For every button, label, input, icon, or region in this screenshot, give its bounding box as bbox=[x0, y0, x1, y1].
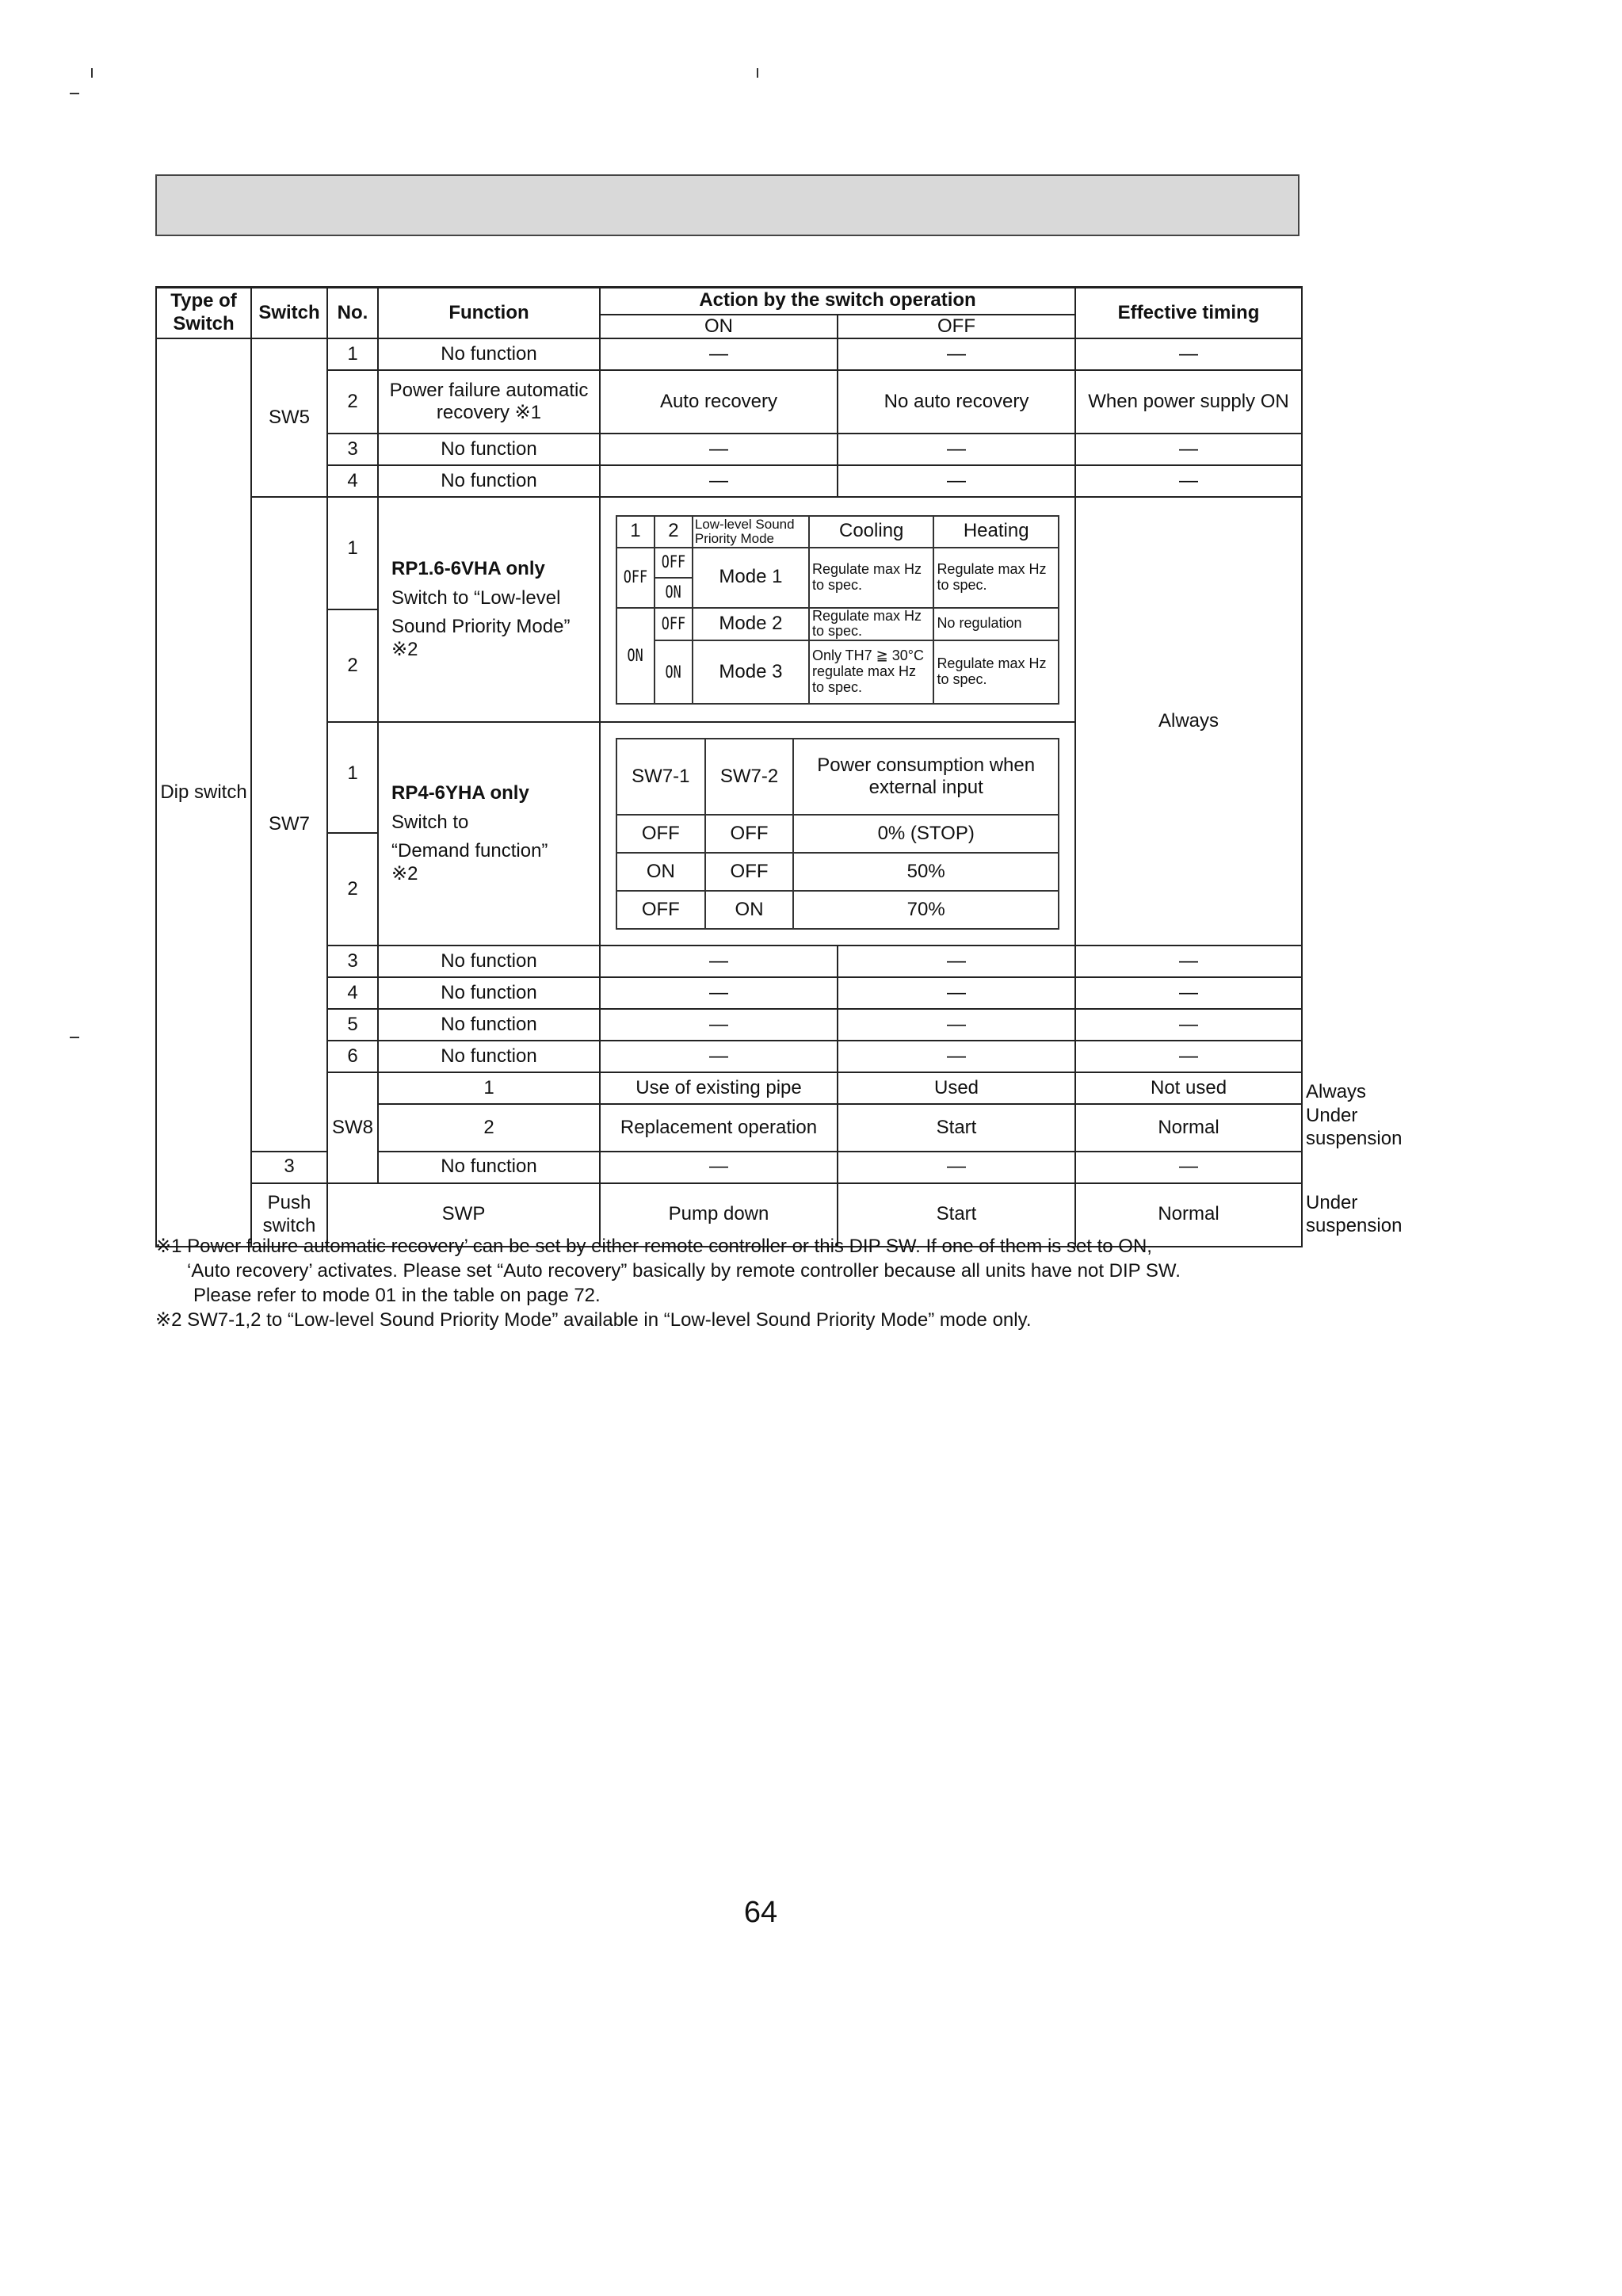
sw7-function: No function bbox=[378, 946, 600, 977]
sw7-on: — bbox=[600, 977, 838, 1009]
sw5-function: No function bbox=[378, 338, 600, 370]
sw7-b-no-2: 2 bbox=[327, 833, 378, 946]
sw5-off: — bbox=[838, 434, 1075, 465]
header-type-of-switch: Type of Switch bbox=[156, 288, 251, 339]
sw5-no: 4 bbox=[327, 465, 378, 497]
sw5-on: Auto recovery bbox=[600, 370, 838, 434]
lls-sw2: ON bbox=[655, 578, 693, 608]
header-action: Action by the switch operation bbox=[600, 288, 1075, 315]
type-push-switch: Push switch bbox=[251, 1183, 327, 1247]
sw8-function: No function bbox=[378, 1152, 600, 1183]
sw7-off: — bbox=[838, 1009, 1075, 1041]
crop-mark bbox=[91, 68, 93, 78]
lls-heating: Regulate max Hz to spec. bbox=[933, 548, 1059, 608]
lls-sw2: OFF bbox=[655, 608, 693, 641]
sw7-function: No function bbox=[378, 1009, 600, 1041]
sw5-timing: — bbox=[1075, 338, 1302, 370]
sw5-no: 3 bbox=[327, 434, 378, 465]
lls-mode: Mode 3 bbox=[693, 640, 809, 704]
sw7-b-line: “Demand function” bbox=[391, 840, 548, 862]
sw5-on: — bbox=[600, 465, 838, 497]
demand-power: 50% bbox=[793, 853, 1059, 891]
switch-sw5: SW5 bbox=[251, 338, 327, 497]
lls-mode: Mode 1 bbox=[693, 548, 809, 608]
demand-sw7-1: OFF bbox=[616, 815, 705, 853]
lls-cooling: Regulate max Hz to spec. bbox=[809, 608, 933, 641]
sw7-timing: — bbox=[1075, 1009, 1302, 1041]
low-level-sound-table bbox=[616, 515, 1059, 705]
header-on: ON bbox=[600, 315, 838, 339]
lls-sw1-off: OFF bbox=[616, 548, 655, 608]
lls-mode: Mode 2 bbox=[693, 608, 809, 641]
sw7-b-line: Switch to bbox=[391, 811, 469, 833]
header-no: No. bbox=[327, 288, 378, 339]
sw8-off: Not used bbox=[1075, 1072, 1302, 1104]
sw5-function: No function bbox=[378, 465, 600, 497]
sw7-a-sub-cell bbox=[600, 497, 1075, 722]
footnote-1-cont: ‘Auto recovery’ activates. Please set “Auto recovery” basically by remote controller because all units have not DIP SW. bbox=[187, 1260, 1181, 1282]
sw5-off: No auto recovery bbox=[838, 370, 1075, 434]
sw7-on: — bbox=[600, 946, 838, 977]
sw7-timing: — bbox=[1075, 977, 1302, 1009]
swp-function: Pump down bbox=[600, 1183, 838, 1247]
sw5-timing: When power supply ON bbox=[1075, 370, 1302, 434]
sw8-off: Normal bbox=[1075, 1104, 1302, 1152]
demand-header-sw7-1: SW7-1 bbox=[616, 739, 705, 815]
sw7-b-function bbox=[378, 722, 600, 946]
lls-cooling: Regulate max Hz to spec. bbox=[809, 548, 933, 608]
section-header-bar bbox=[155, 174, 1300, 236]
lls-header-cooling: Cooling bbox=[809, 516, 933, 548]
sw7-b-model: RP4-6YHA only bbox=[391, 781, 529, 804]
lls-header-mode: Low-level Sound Priority Mode bbox=[693, 516, 809, 548]
demand-power: 0% (STOP) bbox=[793, 815, 1059, 853]
header-function: Function bbox=[378, 288, 600, 339]
header-off: OFF bbox=[838, 315, 1075, 339]
sw5-function: No function bbox=[378, 434, 600, 465]
demand-power: 70% bbox=[793, 891, 1059, 929]
sw7-no: 4 bbox=[327, 977, 378, 1009]
sw5-on: — bbox=[600, 338, 838, 370]
sw7-b-sub-cell bbox=[600, 722, 1075, 946]
sw7-b-no-1: 1 bbox=[327, 722, 378, 833]
sw8-off: — bbox=[838, 1152, 1075, 1183]
sw8-function: Use of existing pipe bbox=[600, 1072, 838, 1104]
header-effective-timing: Effective timing bbox=[1075, 288, 1302, 339]
demand-header-sw7-2: SW7-2 bbox=[705, 739, 794, 815]
lls-header-2: 2 bbox=[655, 516, 693, 548]
sw8-on: Start bbox=[838, 1104, 1075, 1152]
switch-sw7: SW7 bbox=[251, 497, 327, 1152]
footnotes bbox=[155, 1234, 1312, 1332]
switch-swp: SWP bbox=[327, 1183, 600, 1247]
lls-header-1: 1 bbox=[616, 516, 655, 548]
sw7-off: — bbox=[838, 977, 1075, 1009]
header-switch: Switch bbox=[251, 288, 327, 339]
page-number: 64 bbox=[743, 1896, 778, 1929]
sw7-a-line: Sound Priority Mode” bbox=[391, 616, 571, 638]
sw7-on: — bbox=[600, 1009, 838, 1041]
switch-function-table: Type of Switch Switch No. Function Action by the switch operation Effective timing ON OFF Dip switch SW5 1 No function — — — 2 Power failure automatic recovery ※1 Auto recovery No auto recovery When power supply ON 3 No function — — — 4 No function — — — SW7 1 RP1.6-6VHA only Switch to “Low-level Sound Priority Mode” ※2 1 2 Low-level Sound Priority Mode Cooling Heating OFF OFF Mode 1 Regulate max Hz to spec. Regulate max Hz to spec. ON ON OFF Mode 2 Regulate max Hz to spec. No regulation ON Mode 3 Only TH7 ≧ 30°C regulate max Hz to spec. Regulate max Hz to spec. Always 2 1 RP4-6YHA only Switch to “Demand function” ※2 SW7-1 SW7-2 Power consumption when external input OFF OFF 0% (STOP) ON OFF 50% OFF ON 70% 2 3 No function — — — 4 No function — — — 5 No function — — — 6 No function — — — SW8 1 Use of existing pipe Used Not used Always 2 Replacement operation Start Normal Under suspension 3 No function — — — Push switch SWP Pump down Start Normal Under suspension bbox=[155, 286, 1303, 1247]
sw5-timing: — bbox=[1075, 434, 1302, 465]
sw8-no: 1 bbox=[378, 1072, 600, 1104]
swp-on: Start bbox=[838, 1183, 1075, 1247]
footnote-1: ※1 Power failure automatic recovery’ can be set by either remote controller or this DIP SW. If one of them is set to ON, bbox=[155, 1236, 1152, 1257]
sw5-on: — bbox=[600, 434, 838, 465]
lls-header-heating: Heating bbox=[933, 516, 1059, 548]
lls-heating: Regulate max Hz to spec. bbox=[933, 640, 1059, 704]
sw5-no: 2 bbox=[327, 370, 378, 434]
sw8-on: Used bbox=[838, 1072, 1075, 1104]
sw7-a-function bbox=[378, 497, 600, 722]
type-dip-switch: Dip switch bbox=[156, 338, 251, 1247]
sw8-function: Replacement operation bbox=[600, 1104, 838, 1152]
demand-function-table bbox=[616, 738, 1059, 930]
lls-sw2: OFF bbox=[655, 548, 693, 578]
demand-sw7-2: OFF bbox=[705, 853, 794, 891]
sw5-timing: — bbox=[1075, 465, 1302, 497]
crop-mark bbox=[70, 1037, 79, 1038]
footnote-2: ※2 SW7-1,2 to “Low-level Sound Priority Mode” available in “Low-level Sound Priority Mode” mode only. bbox=[155, 1309, 1032, 1331]
sw5-no: 1 bbox=[327, 338, 378, 370]
lls-heating: No regulation bbox=[933, 608, 1059, 641]
sw7-timing: — bbox=[1075, 946, 1302, 977]
demand-sw7-2: ON bbox=[705, 891, 794, 929]
sw7-a-no-2: 2 bbox=[327, 609, 378, 722]
sw7-a-line: Switch to “Low-level bbox=[391, 586, 561, 609]
crop-mark bbox=[70, 93, 79, 94]
sw7-a-model: RP1.6-6VHA only bbox=[391, 557, 545, 579]
sw7-function: No function bbox=[378, 977, 600, 1009]
sw7-a-no-1: 1 bbox=[327, 497, 378, 609]
footnote-1-cont: Please refer to mode 01 in the table on page 72. bbox=[193, 1285, 601, 1306]
sw5-off: — bbox=[838, 338, 1075, 370]
demand-sw7-1: ON bbox=[616, 853, 705, 891]
sw7-on: — bbox=[600, 1041, 838, 1072]
lls-sw1-on: ON bbox=[616, 608, 655, 705]
demand-sw7-1: OFF bbox=[616, 891, 705, 929]
sw7-timing: — bbox=[1075, 1041, 1302, 1072]
sw5-off: — bbox=[838, 465, 1075, 497]
sw7-b-line: ※2 bbox=[391, 863, 418, 885]
sw7-no: 3 bbox=[327, 946, 378, 977]
lls-cooling: Only TH7 ≧ 30°C regulate max Hz to spec. bbox=[809, 640, 933, 704]
sw7-a-line: ※2 bbox=[391, 639, 418, 661]
sw7-off: — bbox=[838, 1041, 1075, 1072]
sw8-no: 3 bbox=[251, 1152, 327, 1183]
sw7-timing-always: Always bbox=[1075, 497, 1302, 946]
sw7-off: — bbox=[838, 946, 1075, 977]
demand-sw7-2: OFF bbox=[705, 815, 794, 853]
swp-off: Normal bbox=[1075, 1183, 1302, 1247]
sw8-timing: — bbox=[1075, 1152, 1302, 1183]
crop-mark bbox=[757, 68, 758, 78]
sw7-no: 6 bbox=[327, 1041, 378, 1072]
sw7-function: No function bbox=[378, 1041, 600, 1072]
switch-sw8: SW8 bbox=[327, 1072, 378, 1183]
sw8-no: 2 bbox=[378, 1104, 600, 1152]
sw5-function: Power failure automatic recovery ※1 bbox=[378, 370, 600, 434]
sw7-no: 5 bbox=[327, 1009, 378, 1041]
lls-sw2: ON bbox=[655, 640, 693, 704]
sw8-on: — bbox=[600, 1152, 838, 1183]
demand-header-power: Power consumption when external input bbox=[793, 739, 1059, 815]
